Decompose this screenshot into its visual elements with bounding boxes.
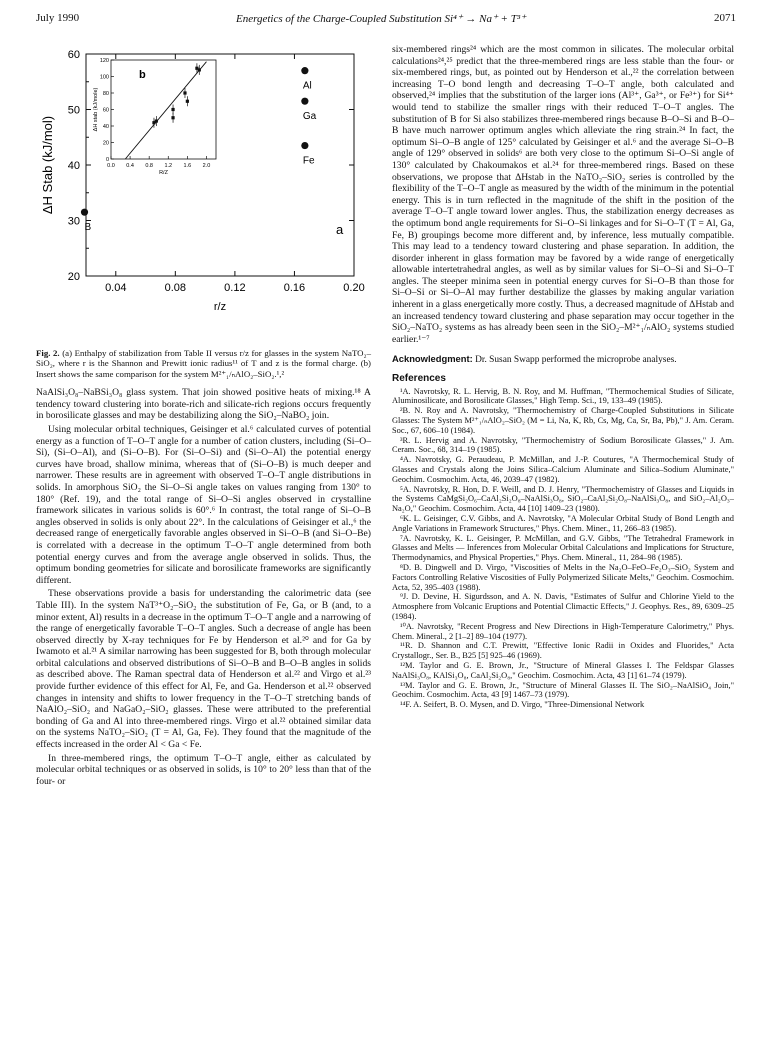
reference-item: ³R. L. Hervig and A. Navrotsky, "Thermochemistry of Sodium Borosilicate Glasses," J. Am. Ceram. Soc., 68, 314–19 (1985). [392,435,734,455]
inset-y-tick-label: 60 [102,107,109,114]
acknowledgment-text: Dr. Susan Swapp performed the microprobe analyses. [475,355,677,366]
inset-y-axis-label: ΔH stab (kJ/mole) [93,87,99,132]
reference-item: ¹A. Navrotsky, R. L. Hervig, B. N. Roy, and M. Huffman, "Thermochemical Studies of Silicate, Aluminosilicate, and Borosilicate Glasses," High Temp. Sci., 19, 133–49 (1985). [392,386,734,406]
inset-x-tick-label: 0.4 [126,163,134,169]
inset-x-tick-label: 1.6 [183,163,192,169]
acknowledgment-label: Acknowledgment: [392,353,473,365]
caption-text: (a) Enthalpy of stabilization from Table II versus r/z for glasses in the system NaTO₂–SiO₂, where r is the Shannon and Prewitt ionic radius¹¹ of T and z is the formal charge. (b) Insert shows the same comparison for the system M²⁺₁/ₙAlO₂–SiO₂.¹,² [36,348,371,379]
reference-item: ⁴A. Navrotsky, G. Peraudeau, P. McMillan, and J.-P. Coutures, "A Thermochemical Study of Glasses and Crystals along the Joins Silica–Calcium Aluminate and Silica–Sodium Aluminate," Geochim. Cosmochim. Acta, 46, 2039–47 (1982). [392,455,734,484]
x-axis-label: r/z [213,301,227,313]
paragraph: These observations provide a basis for understanding the calorimetric data (see Table III). In the system NaT³⁺O₂–SiO₂ the substitution of Fe, Ga, or B (and, to a minor extent, Al) results in a decrease in the optimum T–O–T angle and a narrowing of the range of energetically favorable T–O–T angles. Such a decrease of angle has been observed directly by X-ray techniques for Fe by Henderson et al.²⁰ and for Ga by Iwamoto et al.²¹ A similar narrowing has been suggested for B, both through molecular orbital calculations and observed distributions of Si–O–B and B–O–B angles in solids as described above. The Raman spectral data of Henderson et al.²² and Virgo et al.²³ provide further evidence of this effect for Al, Fe, and Ga. Henderson et al.²² observed changes in intensity and shifts to lower frequency in the T–O–T stretching bands of NaAlO₂–SiO₂ and NaGaO₂–SiO₂ glasses. These were attributed to the preferential bonding of Ga and Al into three-membered rings. Virgo et al.²² obtained similar data on the systems NaTO₂–SiO₂ (T = Al, Ga, Fe). They found that the magnitude of the effects increased in the order Al < Ga < Fe. [36,588,371,751]
inset-data-point [155,119,158,122]
inset-frame [111,60,216,159]
right-body-text [392,44,734,345]
reference-item: ¹²M. Taylor and G. E. Brown, Jr., "Structure of Mineral Glasses I. The Feldspar Glasses NaAlSi₃O₈, KAlSi₃O₈, CaAl₂Si₂O₈," Geochim. Cosmochim. Acta, 43 [1] 61–74 (1979). [392,660,734,680]
inset-y-tick-label: 120 [99,58,109,64]
reference-item: ²B. N. Roy and A. Navrotsky, "Thermochemistry of Charge-Coupled Substitutions in Silicate Glasses: The System M²⁺₁/ₙAlO₂–SiO₂ (M = Li, Na, K, Rb, Cs, Mg, Ca, Sr, Ba, Pb)," J. Am. Ceram. Soc., 67, 606–10 (1984). [392,406,734,435]
reference-item: ¹⁴F. A. Seifert, B. O. Mysen, and D. Virgo, "Three-Dimensional Network [400,700,645,710]
paragraph: Using molecular orbital techniques, Geisinger et al.⁶ calculated curves of potential energy as a function of T–O–T angle for a number of cation clusters, including (Si–O–Si), (Si–O–Al), and (Si–O–B). For (Si–O–Si) and (Si–O–Al) the potential energy curves have broad, shallow minima, whereas that of (Si–O–B) is much deeper and narrower. These results are in agreement with observed T–O–T angle distributions in solids. In amorphous SiO₂ the Si–O–Si angle takes on values ranging from 130° to 180° (Ref. 19), and the total range of Si–O–Si angles observed in crystalline framework silicates in various solids is 60°.⁶ In contrast, the total range of Si–O–B angles observed in solids is only about 22°. In the calculations of Geisinger et al.,⁶ the decreased range of energetically favorable angles observed in Si–O–B (and Si–O–Be) is correlated with a decrease in the optimum T–O–T angle determined from both potential energy curves and from the average angle observed in solids. Thus, the optimum bonding geometries for silicate and borosilicate frameworks are significantly different. [36,424,371,586]
y-tick-label: 30 [67,215,80,228]
inset-data-point [171,116,174,119]
y-tick-label: 60 [67,49,80,61]
y-tick-label: 50 [67,104,80,117]
x-tick-label: 0.16 [283,282,306,294]
inset-x-tick-label: 2.0 [202,163,211,169]
reference-item: ⁷A. Navrotsky, K. L. Geisinger, P. McMillan, and G.V. Gibbs, "The Tetrahedral Framework in Glasses and Melts — Inferences from Molecular Orbital Calculations and Implications for Structure, Thermodynamics, and Physical Properties," Phys. Chem. Mineral., 11, 284–98 (1985). [392,533,734,563]
point-label-al: Al [302,80,312,92]
inset-x-tick-label: 1.2 [164,163,173,169]
data-point-b [81,209,88,216]
figure-2 [36,44,371,344]
header-date: July 1990 [36,12,80,24]
figure-caption [36,348,371,379]
point-label-ga: Ga [302,111,317,123]
inset-x-axis-label: R/Z [159,170,168,176]
caption-label: Fig. 2. [36,348,60,358]
enthalpy-chart [36,44,371,344]
header-title: Energetics of the Charge-Coupled Substitution Si⁴⁺ → Na⁺ + T³⁺ [236,13,526,25]
reference-item: ⁶K. L. Geisinger, C.V. Gibbs, and A. Navrotsky, "A Molecular Orbital Study of Bond Length and Angle Variations in Framework Structures," Phys. Chem. Miner., 11, 266–83 (1985). [392,513,734,533]
x-tick-label: 0.08 [164,282,187,294]
paragraph: six-membered rings²⁴ which are the most common in silicates. The molecular orbital calculations²⁴,²⁵ predict that the three-membered rings are less stable than the four- or six-membered rings, but, as pointed out by Henderson et al.,²² the correlation between increasing T–O bond length and decreasing T–O–T angle, both calculated and observed,²⁴ implies that the substitution of the larger ions (Al³⁺, Ga³⁺, or Fe³⁺) for Si⁴⁺ would tend to stabilize the smaller rings with their reduced T–O–T angles. The substitution of B for Si also stabilizes three-membered rings because B–O–Si and B–O–B have much narrower optimum angles which alleviate the ring strain.²⁴ In fact, the optimum Si–O–B angle of 125° calculated by Geisinger et al.⁶ and the average Si–O–B angle of 129° observed in solids⁶ are both very close to the optimum Si–O–Si angle of 130° calculated by Chakoumakos et al.²⁴ for three-membered rings. Based on these observations, we propose that ΔHstab in the NaTO₂–SiO₂ series is controlled by the flexibility of the T–O–T angle as measured by the width of the minimum in the potential energy. This is in turn reflected in the magnitude of the shift in the position of the average T–O–T angle toward lower angles. Thus, the stabilization energy decreases as the optimum bond angle requirements for Si–O–Si linkages and for Si–O–T (T = Al, Ga, Fe, B) groupings become more different and, by inference, less mutually compatible. This may lead to a tendency toward clustering and phase separation. In addition, the disorder inherent in glass formation may be favored by a wide range of energetically allowable intertetrahedral angles, as well as by similar values for Si–O–Si and Si–O–T angles. The steeper minima seen in potential energy curves for Si–O–B than those for Si–O–Si or Si–O–Al may further destabilize the glasses by making angular variation inherent in a glass energetically more costly. Thus, a decreased magnitude of ΔHstab and an increased tendency toward clustering and phase separation may occur together in the SiO₂–NaTO₂ systems as has already been seen in the SiO₂–M²⁺₁/ₙAlO₂ systems studied earlier.¹⁻⁷ [392,44,734,345]
inset-y-tick-label: 0 [105,157,109,163]
reference-item: ¹¹R. D. Shannon and C.T. Prewitt, "Effective Ionic Radii in Oxides and Fluorides," Acta Crystallogr., Ser. B., B25 [5] 925–46 (1969). [392,641,734,661]
references-heading: References [392,373,446,385]
inset-y-tick-label: 80 [102,91,109,97]
data-point-al [301,67,308,74]
reference-item: ⁸D. B. Dingwell and D. Virgo, "Viscosities of Melts in the Na₂O–FeO–Fe₂O₃–SiO₂ System and Factors Controlling Relative Viscosities of Fully Polymerized Silicate Melts," Geochim. Cosmochim. Acta, 52, 395–403 (1988). [392,562,734,592]
paragraph: In three-membered rings, the optimum T–O–T angle, either as calculated by molecular orbital techniques or as observed in solids, is 10° to 20° less than that of the four- or [36,752,371,787]
x-tick-label: 0.12 [224,282,246,294]
x-tick-label: 0.20 [343,282,365,294]
y-tick-label: 40 [67,160,80,172]
data-point-ga [301,98,308,105]
x-tick-label: 0.04 [105,282,127,294]
inset-data-point [171,108,174,111]
page-header [36,12,736,28]
left-body-text [36,387,371,787]
references-list [392,387,734,710]
inset-y-tick-label: 40 [102,124,109,130]
reference-item: ⁵A. Navrotsky, R. Hon, D. F. Weill, and D. J. Henry, "Thermochemistry of Glasses and Liquids in the Systems CaMgSi₂O₆–CaAl₂Si₂O₈–NaAlSi₃O₈, SiO₂–CaAl₂Si₂O₈–NaAlSi₃O₈, and SiO₂–Al₂O₃–Na₂O," Geochim. Cosmochim. Acta, 44 [10] 1409–23 (1980). [392,484,734,514]
panel-label-b: b [139,69,146,81]
reference-item: ¹⁰A. Navrotsky, "Recent Progress and New Directions in High-Temperature Calorimetry," Phys. Chem. Mineral., 2 [1–2] 89–104 (1977). [392,621,734,641]
header-page-number: 2071 [714,12,736,24]
acknowledgment [392,353,734,367]
inset-data-point [183,91,186,94]
reference-item: ¹³M. Taylor and G. E. Brown, Jr., "Structure of Mineral Glasses II. The SiO₂–NaAlSiO₄ Join," Geochim. Cosmochim. Acta, 43 [9] 1467–73 (1979). [392,680,734,700]
left-column [36,44,371,789]
reference-item: ⁹J. D. Devine, H. Sigurdsson, and A. N. Davis, "Estimates of Sulfur and Chlorine Yield to the Atmosphere from Volcanic Eruptions and Potential Climactic Effects," J. Geophys. Res., 89, 6309–25 (1984). [392,592,734,621]
data-point-fe [301,142,308,149]
panel-label-a: a [336,222,344,237]
point-label-b: B [84,222,92,234]
inset-data-point [198,68,201,71]
inset-x-tick-label: 0.0 [107,163,115,169]
point-label-fe: Fe [302,155,315,167]
right-column [392,44,734,710]
inset-y-tick-label: 100 [99,74,109,81]
inset-x-tick-label: 0.8 [145,163,154,169]
y-tick-label: 20 [67,271,80,283]
y-axis-label: ΔH Stab (kJ/mol) [40,115,55,215]
paragraph: NaAlSi₃O₈–NaBSi₃O₈ glass system. That join showed positive heats of mixing.¹⁸ A tendency toward clustering into borate-rich and silicate-rich regions occurs frequently in borosilicate glasses and may be destabilizing along the SiO₂–NaBO₂ join. [36,387,371,422]
inset-y-tick-label: 20 [102,140,109,147]
inset-data-point [186,100,189,103]
